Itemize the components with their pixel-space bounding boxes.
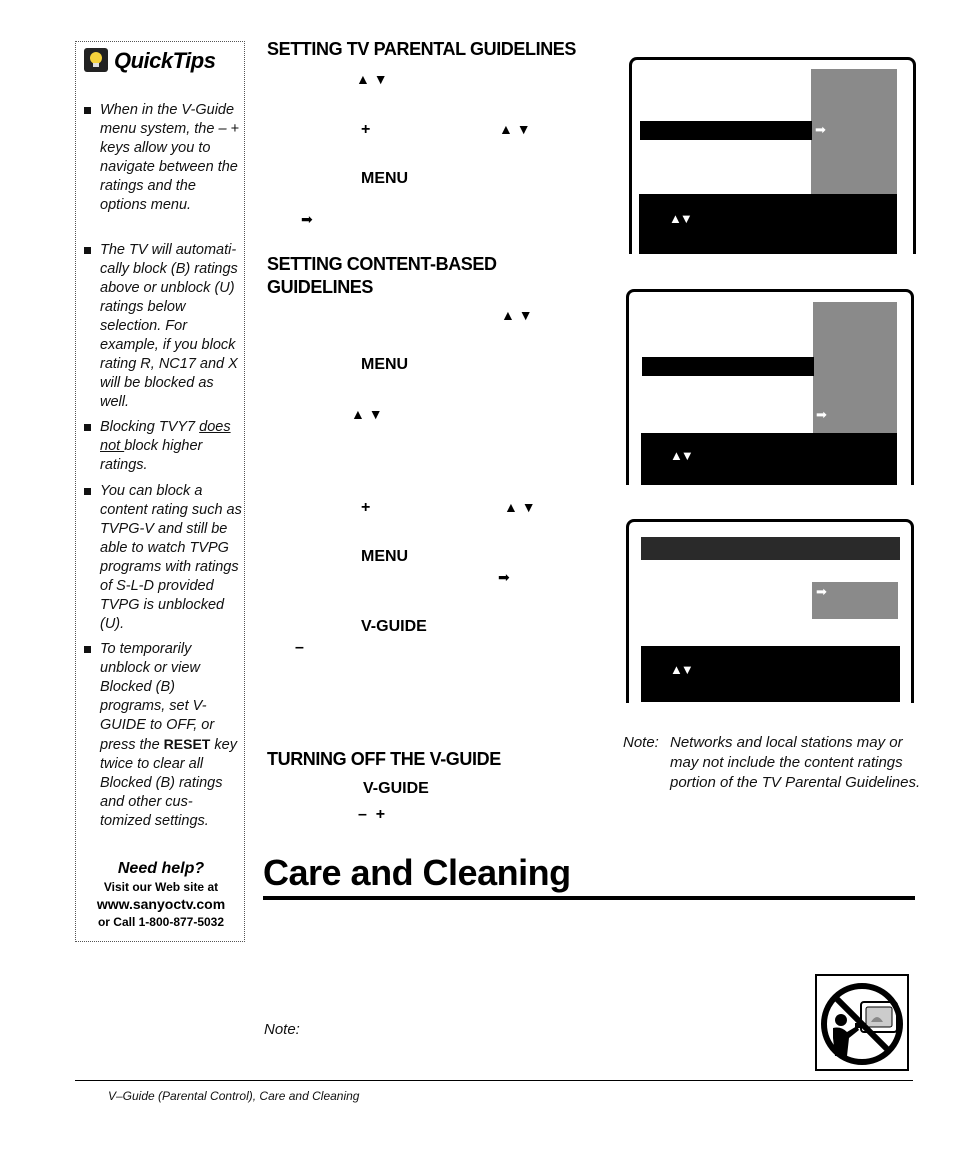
vguide-key: V-GUIDE	[361, 618, 427, 635]
heading-turning-off: TURNING OFF THE V-GUIDE	[267, 749, 501, 769]
tip-text: The TV will automati-cally block (B) ratings above or unblock (U) ratings below selection. For example, if you block rating R, NC17 and X will be blocked as well.	[100, 242, 238, 410]
footer-text: V–Guide (Parental Control), Care and Cleaning	[108, 1089, 360, 1103]
tip-text	[100, 640, 242, 831]
tip-text: You can block a content rating such as TVPG-V and still be able to watch TVPG programs with ratings of S-L-D provided TVPG is unblocked (U).	[100, 483, 242, 632]
need-help-visit: Visit our Web site at	[103, 880, 219, 894]
website-link[interactable]: www.sanyoctv.com	[96, 896, 226, 912]
menu-screen-vguide	[626, 519, 914, 703]
tip-text-part: To temporarily unblock or view Blocked (B) programs, set V-GUIDE to OFF, or press the	[100, 641, 215, 753]
heading-line: GUIDELINES	[267, 277, 374, 297]
tip-text	[100, 418, 242, 475]
phone-number: or Call 1-800-877-5032	[97, 915, 225, 929]
no-spray-warning-icon	[815, 974, 909, 1071]
title-rule	[263, 896, 915, 900]
screen-highlight-bar	[640, 121, 812, 140]
menu-key: MENU	[361, 170, 409, 187]
up-down-arrows-icon: ▲▼	[669, 211, 691, 226]
menu-key: MENU	[361, 356, 409, 373]
minus-key: –	[295, 639, 304, 656]
screen-title-bar	[641, 537, 900, 560]
heading-line: SETTING CONTENT-BASED	[267, 254, 497, 274]
bullet-square-icon	[84, 424, 91, 431]
bullet-square-icon	[84, 247, 91, 254]
tip-text: When in the V-Guide menu system, the – + keys allow you to navigate between the ratings and the options menu.	[100, 102, 240, 213]
note-networks	[623, 733, 923, 793]
right-arrow-icon: ➡	[816, 584, 827, 599]
right-arrow-icon: ➡	[498, 569, 510, 585]
up-down-arrows-icon: ▲ ▼	[501, 307, 533, 323]
menu-screen-parental	[629, 57, 916, 254]
note-label: Note:	[623, 734, 659, 751]
care-cleaning-title: Care and Cleaning	[263, 852, 571, 893]
up-down-arrows-icon: ▲ ▼	[356, 71, 388, 87]
footer-rule	[75, 1080, 913, 1081]
right-arrow-icon: ➡	[815, 122, 826, 137]
tip-underlined-text: does not	[100, 419, 231, 454]
bullet-square-icon	[84, 646, 91, 653]
need-help-box	[76, 860, 246, 929]
bullet-square-icon	[84, 488, 91, 495]
quicktips-sidebar	[75, 41, 245, 942]
up-down-arrows-icon: ▲▼	[670, 448, 692, 463]
up-down-arrows-icon: ▲ ▼	[504, 499, 536, 515]
tip-text-part: key twice to clear all Blocked (B) ratings and other cus-tomized settings.	[100, 737, 237, 829]
note-body: Networks and local stations may or may not include the content ratings portion of the TV Parental Guidelines.	[670, 734, 921, 791]
tip-text-part: block higher ratings.	[100, 438, 203, 473]
plus-key: +	[361, 499, 371, 516]
up-down-arrows-icon: ▲ ▼	[499, 121, 531, 137]
reset-key-label: RESET	[163, 736, 211, 752]
plus-key: +	[361, 121, 371, 138]
tip-item	[82, 241, 242, 412]
quicktips-title: QuickTips	[114, 48, 216, 73]
heading-content-based	[267, 253, 497, 299]
up-down-arrows-icon: ▲ ▼	[351, 406, 383, 422]
bullet-square-icon	[84, 107, 91, 114]
menu-key: MENU	[361, 548, 409, 565]
tip-item	[82, 482, 242, 634]
up-down-arrows-icon: ▲▼	[670, 662, 692, 677]
screen-highlight-bar	[642, 357, 814, 376]
tip-item	[82, 418, 242, 475]
menu-screen-content	[626, 289, 914, 485]
care-note-label: Note:	[264, 1021, 300, 1038]
heading-tv-parental: SETTING TV PARENTAL GUIDELINES	[267, 39, 577, 59]
vguide-key: V-GUIDE	[363, 780, 429, 797]
tip-item	[82, 640, 242, 831]
tip-item	[82, 101, 242, 215]
right-arrow-icon: ➡	[816, 407, 827, 422]
minus-plus-keys: – +	[358, 806, 386, 823]
need-help-title: Need help?	[117, 860, 205, 877]
right-arrow-icon: ➡	[301, 211, 313, 227]
lightbulb-icon	[84, 48, 108, 72]
tip-text-part: Blocking TVY7	[100, 419, 200, 435]
